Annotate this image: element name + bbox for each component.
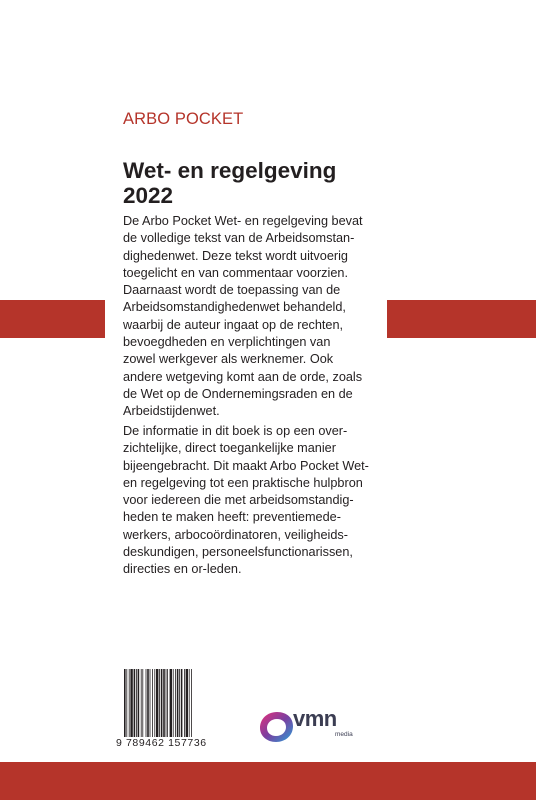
decorative-band-bottom [0, 762, 536, 800]
text-line: heden te maken heeft: preventiemede- [123, 510, 341, 525]
barcode-bar [150, 669, 151, 737]
barcode-bar [156, 669, 158, 737]
text-line: directies en or-leden. [123, 562, 242, 577]
text-line: werkers, arbocoördinatoren, veiligheids- [123, 527, 348, 542]
text-line: Arbeidsomstandighedenwet behandeld, [123, 300, 346, 315]
barcode-bar [177, 669, 179, 737]
barcode-bar [186, 669, 188, 737]
barcode-bar [141, 669, 142, 737]
text-line: andere wetgeving komt aan de orde, zoals [123, 369, 363, 384]
barcode-bar [173, 669, 174, 737]
barcode-bar [159, 669, 160, 737]
barcode-bar [166, 669, 167, 737]
text-line: zichtelijke, direct toegankelijke manier [123, 441, 336, 456]
text-line: deskundigen, personeelsfunctionarissen, [123, 545, 353, 560]
barcode-bar [191, 669, 192, 737]
text-line: zowel werkgever als werknemer. Ook [123, 352, 334, 367]
description-paragraph-2 [123, 423, 385, 579]
publisher-logo-name: vmn [293, 706, 337, 731]
text-line: de Wet op de Ondernemingsraden en de [123, 386, 353, 401]
barcode-bar [134, 669, 136, 737]
book-title [123, 158, 336, 208]
barcode-bar [154, 669, 155, 737]
publisher-logo-sub: media [335, 731, 353, 738]
text-line: De informatie in dit boek is op een over- [123, 424, 348, 438]
text-line: toegelicht en van commentaar voorzien. [123, 265, 348, 280]
barcode-bar [161, 669, 163, 737]
barcode-bar [142, 669, 143, 737]
text-line: en regelgeving tot een praktische hulpbron [123, 475, 363, 490]
barcode-bar [136, 669, 137, 737]
isbn-number: 9 789462 157736 [116, 737, 207, 749]
barcode-bar [152, 669, 153, 737]
decorative-band-left [0, 300, 105, 338]
text-line: bevoegdheden en verplichtingen van [123, 335, 331, 350]
text-line: De Arbo Pocket Wet- en regelgeving bevat [123, 214, 363, 228]
barcode-bar [138, 669, 140, 737]
text-line: dighedenwet. Deze tekst wordt uitvoerig [123, 248, 348, 263]
barcode-bar [184, 669, 185, 737]
barcode-bar [124, 669, 126, 737]
text-line: Arbeidstijdenwet. [123, 404, 220, 419]
decorative-band-right [387, 300, 536, 338]
barcode-bar [129, 669, 130, 737]
text-line: de volledige tekst van de Arbeidsomstan- [123, 231, 355, 246]
barcode-bar [147, 669, 149, 737]
barcode-bar [163, 669, 165, 737]
barcode-bar [130, 669, 132, 737]
title-line: 2022 [123, 183, 174, 208]
text-line: Daarnaast wordt de toepassing van de [123, 283, 341, 298]
barcode-bar [175, 669, 176, 737]
barcode-image [124, 669, 218, 737]
barcode-bar [126, 669, 127, 737]
text-line: bijeengebracht. Dit maakt Arbo Pocket Wet- [123, 458, 369, 473]
series-label: ARBO POCKET [123, 110, 244, 128]
title-line: Wet- en regelgeving [123, 158, 337, 183]
description-paragraph-1 [123, 213, 385, 421]
barcode-bar [181, 669, 183, 737]
barcode-bar [167, 669, 168, 737]
barcode-bar [170, 669, 172, 737]
text-line: waarbij de auteur ingaat op de rechten, [123, 317, 344, 332]
barcode-bar [189, 669, 190, 737]
barcode-bar [146, 669, 147, 737]
text-line: voor iedereen die met arbeidsomstandig- [123, 493, 354, 508]
barcode-bar [179, 669, 180, 737]
